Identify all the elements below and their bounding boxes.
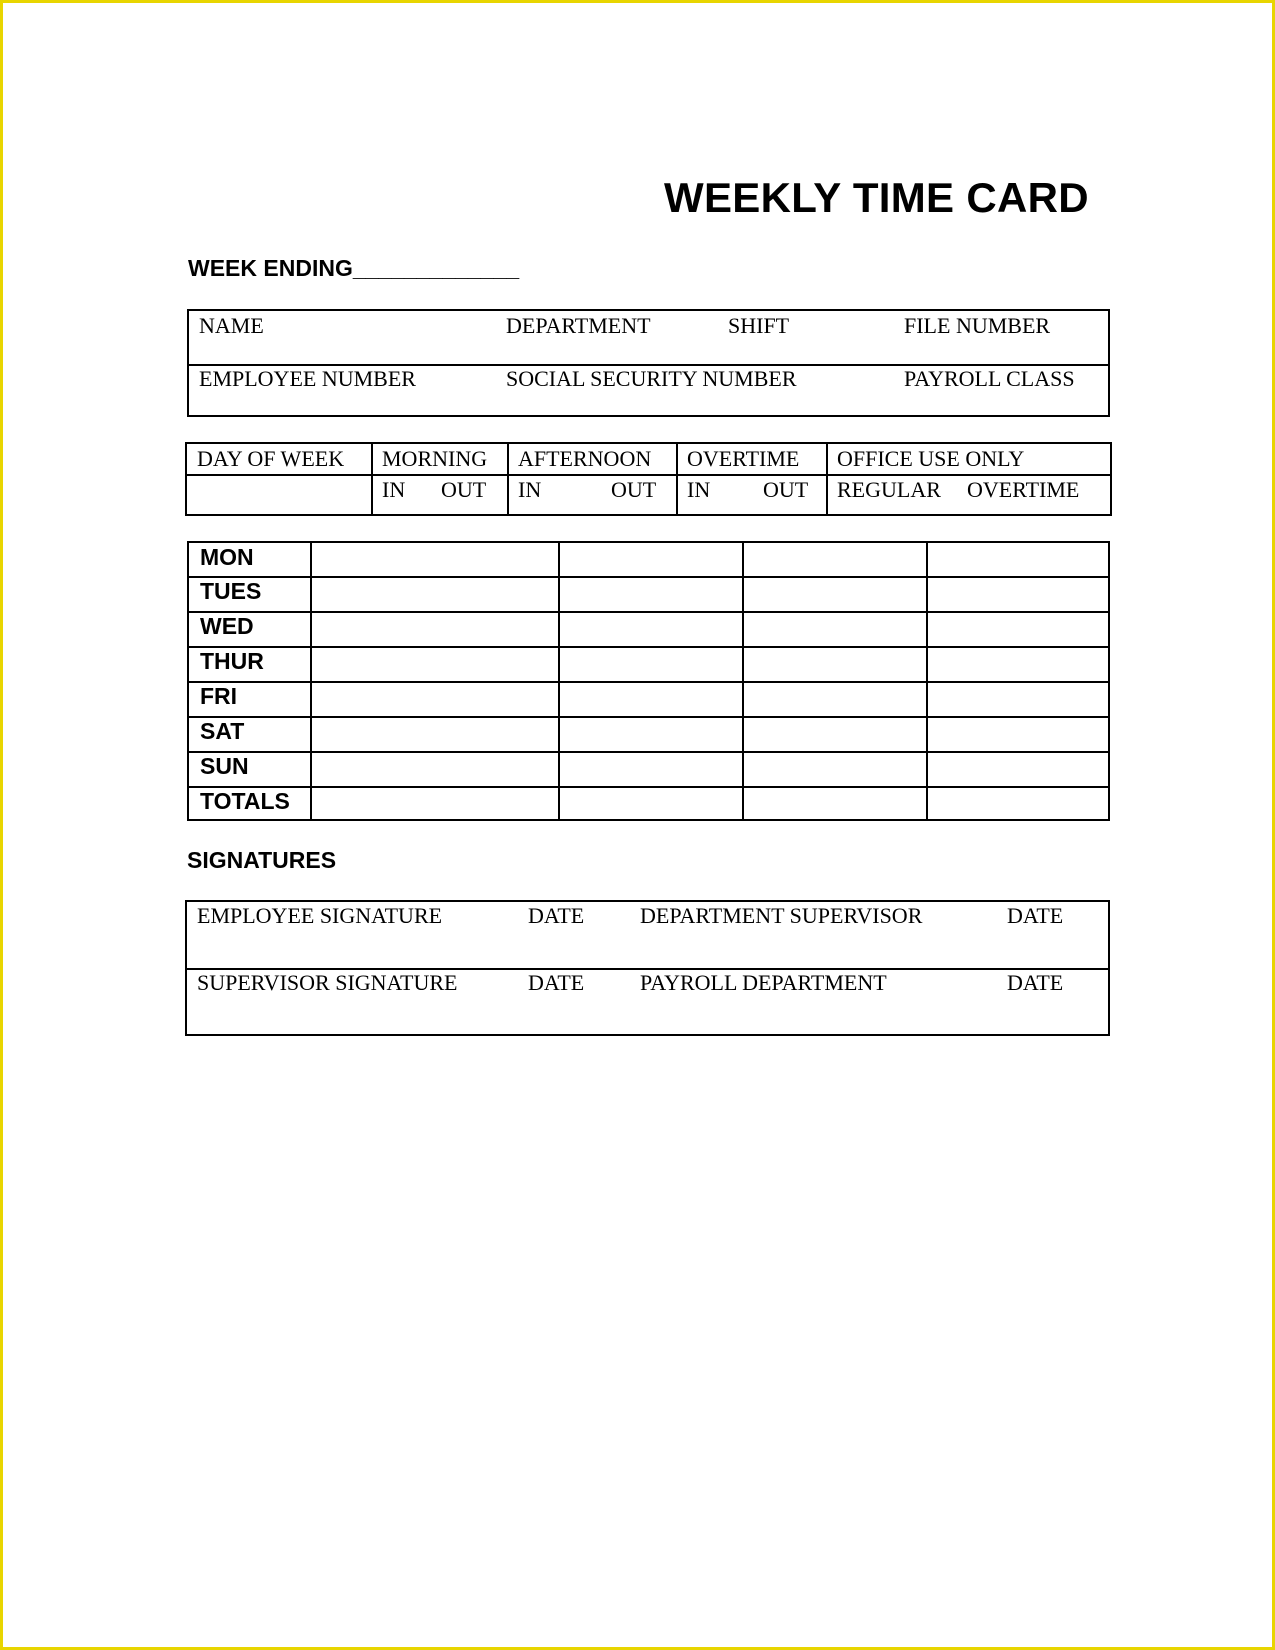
file-number-field-label: FILE NUMBER [904, 313, 1051, 338]
row-divider [189, 716, 1108, 718]
time-header-grid [185, 442, 1112, 516]
row-divider [189, 681, 1108, 683]
supervisor-signature-label: SUPERVISOR SIGNATURE [197, 970, 458, 995]
morning-out-label: OUT [441, 477, 487, 502]
supervisor-date-label: DATE [528, 970, 585, 995]
header-divider [187, 474, 1110, 476]
row-divider [189, 576, 1108, 578]
afternoon-out-label: OUT [611, 477, 657, 502]
regular-hours-label: REGULAR [837, 477, 941, 502]
overtime-hours-label: OVERTIME [967, 477, 1080, 502]
row-divider [189, 786, 1108, 788]
row-divider [189, 751, 1108, 753]
column-divider [507, 444, 509, 514]
column-divider [676, 444, 678, 514]
day-label-sat: SAT [200, 718, 245, 744]
signatures-heading: SIGNATURES [187, 847, 337, 873]
day-label-thur: THUR [200, 648, 264, 674]
daily-hours-grid [187, 541, 1110, 821]
afternoon-in-label: IN [518, 477, 542, 502]
employee-info-box [187, 309, 1110, 417]
day-label-wed: WED [200, 613, 254, 639]
overtime-header: OVERTIME [687, 446, 800, 471]
department-field-label: DEPARTMENT [506, 313, 651, 338]
column-divider [371, 444, 373, 514]
employee-signature-label: EMPLOYEE SIGNATURE [197, 903, 443, 928]
day-label-tues: TUES [200, 578, 262, 604]
overtime-out-label: OUT [763, 477, 809, 502]
column-divider [826, 444, 828, 514]
department-supervisor-label: DEPARTMENT SUPERVISOR [640, 903, 923, 928]
day-label-totals: TOTALS [200, 788, 290, 814]
day-label-mon: MON [200, 544, 254, 570]
office-use-only-header: OFFICE USE ONLY [837, 446, 1025, 471]
payroll-department-label: PAYROLL DEPARTMENT [640, 970, 887, 995]
day-label-fri: FRI [200, 683, 238, 709]
row-divider [189, 611, 1108, 613]
morning-header: MORNING [382, 446, 488, 471]
afternoon-header: AFTERNOON [518, 446, 652, 471]
payroll-class-field-label: PAYROLL CLASS [904, 366, 1075, 391]
employee-number-field-label: EMPLOYEE NUMBER [199, 366, 416, 391]
week-ending-field[interactable]: WEEK ENDING_____________ [188, 255, 520, 281]
department-supervisor-date-label: DATE [1007, 903, 1064, 928]
day-label-sun: SUN [200, 753, 249, 779]
page-title: WEEKLY TIME CARD [664, 174, 1089, 221]
employee-date-label: DATE [528, 903, 585, 928]
shift-field-label: SHIFT [728, 313, 790, 338]
name-field-label: NAME [199, 313, 264, 338]
payroll-date-label: DATE [1007, 970, 1064, 995]
day-of-week-header: DAY OF WEEK [197, 446, 345, 471]
row-divider [189, 646, 1108, 648]
overtime-in-label: IN [687, 477, 711, 502]
morning-in-label: IN [382, 477, 406, 502]
signatures-box [185, 900, 1110, 1036]
ssn-field-label: SOCIAL SECURITY NUMBER [506, 366, 797, 391]
